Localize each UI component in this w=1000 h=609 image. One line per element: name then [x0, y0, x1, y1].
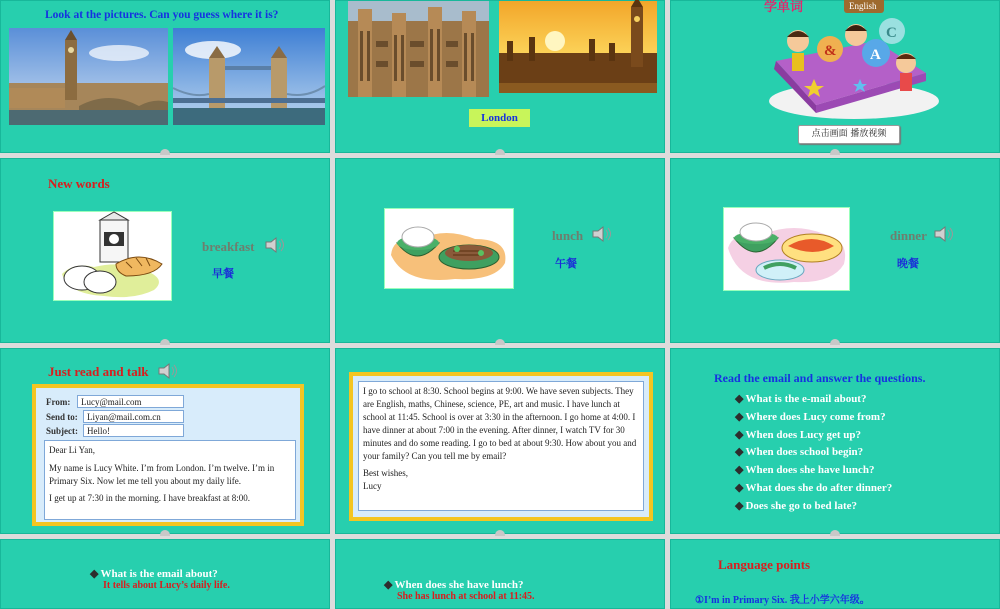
slide-7[interactable]	[0, 348, 330, 534]
question-item: ◆ What does she do after dinner?	[735, 481, 893, 494]
email-paragraph-2: I get up at 7:30 in the morning. I have breakfast at 8:00.	[49, 493, 250, 503]
dinner-picture	[723, 207, 850, 291]
from-label: From:	[46, 397, 71, 407]
sunset-parliament-photo	[499, 1, 657, 93]
email-paragraph-1: My name is Lucy White. I’m from London. I’m twelve. I’m in Primary Six. Now let me tell you about my daily life.	[49, 463, 275, 486]
slide-indicator	[830, 149, 840, 155]
london-answer-label: London	[469, 109, 530, 127]
svg-text:C: C	[886, 25, 897, 41]
slide-indicator	[495, 149, 505, 155]
vocab-word: breakfast	[202, 239, 255, 254]
email-frame	[32, 384, 304, 526]
email-paragraph: I go to school at 8:30. School begins at 9:00. We have seven subjects. They are English, maths, Chinese, science, PE, art and music. I have lunch at school at 11:45. School is over at 3:30 in the afternoon. I go home at 4:00. I have dinner at about 7:00 in the evening. After dinner, I watch TV for 30 minutes and do some reading. I go to bed at about 9:30. How about you and your family? Can you tell me by email?	[363, 386, 637, 461]
email-frame	[349, 372, 653, 521]
subject-label: Subject:	[46, 426, 78, 436]
svg-text:A: A	[870, 47, 881, 63]
cartoon-kids-illustration	[756, 1, 941, 119]
svg-text:&: &	[824, 43, 837, 59]
speaker-icon[interactable]	[264, 236, 286, 254]
slide-indicator	[160, 339, 170, 345]
slide-9-title: Read the email and answer the questions.	[714, 371, 926, 385]
language-point-1: ①I’m in Primary Six. 我上小学六年级。	[695, 595, 870, 606]
email-closing: Best wishes,	[363, 468, 408, 478]
chinese-meaning: 午餐	[555, 257, 577, 270]
slide-6[interactable]	[670, 158, 1000, 343]
breakfast-picture	[53, 211, 172, 301]
subject-field[interactable]: Hello!	[83, 424, 184, 437]
slide-indicator	[830, 339, 840, 345]
to-field[interactable]: Liyan@mail.com.cn	[83, 410, 184, 423]
slide-9[interactable]	[670, 348, 1000, 534]
question-list	[735, 391, 892, 516]
question-item: ◆ When does Lucy get up?	[735, 428, 861, 441]
slide-3[interactable]	[670, 0, 1000, 153]
question-item: ◆ Does she go to bed late?	[735, 499, 857, 512]
diamond-bullet-icon: ◆	[735, 393, 744, 405]
from-field[interactable]: Lucy@mail.com	[77, 395, 184, 408]
slide-12[interactable]	[670, 539, 1000, 609]
vocab-word: dinner	[890, 228, 927, 243]
diamond-bullet-icon: ◆	[735, 481, 744, 494]
parliament-photo	[348, 1, 489, 97]
slide-1[interactable]	[0, 0, 330, 153]
email-body[interactable]	[44, 440, 296, 520]
slide-11[interactable]	[335, 539, 665, 609]
speaker-icon[interactable]	[157, 362, 179, 380]
slide-10[interactable]	[0, 539, 330, 609]
to-label: Send to:	[46, 412, 78, 422]
answer-text: She has lunch at school at 11:45.	[397, 591, 535, 602]
diamond-bullet-icon: ◆	[735, 428, 744, 441]
speaker-icon[interactable]	[933, 225, 955, 243]
slide-1-title: Look at the pictures. Can you guess where it is?	[45, 9, 279, 21]
diamond-bullet-icon: ◆	[735, 410, 744, 423]
question-item: ◆ Where does Lucy come from?	[735, 410, 886, 423]
slide-4[interactable]	[0, 158, 330, 343]
vocab-word: lunch	[552, 228, 584, 243]
logo-title: 学单词	[764, 0, 804, 15]
slide-4-title: New words	[48, 176, 110, 191]
play-video-button[interactable]: 点击画面 播放视频	[798, 125, 900, 144]
slide-indicator	[160, 530, 170, 536]
slide-5[interactable]	[335, 158, 665, 343]
email-greeting: Dear Li Yan,	[49, 445, 95, 455]
answer-text: It tells about Lucy’s daily life.	[103, 580, 230, 591]
question-item: ◆ What is the email about? It tells about Lucy’s daily life.	[90, 568, 230, 591]
diamond-bullet-icon: ◆	[735, 446, 744, 459]
question-item: ◆ When does school begin?	[735, 446, 864, 459]
question-item: ◆ When does she have lunch? She has lunch at school at 11:45.	[384, 579, 535, 602]
email-signature: Lucy	[363, 481, 382, 491]
slide-2[interactable]	[335, 0, 665, 153]
question-item: ◆ When does she have lunch?	[735, 464, 875, 477]
slide-7-title: Just read and talk	[48, 364, 149, 379]
slide-indicator	[495, 339, 505, 345]
email-body[interactable]	[358, 381, 644, 511]
diamond-bullet-icon: ◆	[384, 579, 393, 591]
speaker-icon[interactable]	[591, 225, 613, 243]
lunch-picture	[384, 208, 514, 289]
diamond-bullet-icon: ◆	[735, 464, 744, 477]
slide-indicator	[830, 530, 840, 536]
slide-8[interactable]	[335, 348, 665, 534]
slide-indicator	[495, 530, 505, 536]
slide-12-title: Language points	[718, 557, 811, 572]
big-ben-photo	[9, 28, 168, 125]
chinese-meaning: 早餐	[212, 267, 234, 280]
slide-indicator	[160, 149, 170, 155]
tower-bridge-photo	[173, 28, 325, 125]
chinese-meaning: 晚餐	[897, 257, 919, 270]
question-item: ◆ What is the e-mail about?	[735, 393, 867, 405]
diamond-bullet-icon: ◆	[90, 568, 99, 580]
english-book-label: English	[849, 1, 877, 11]
diamond-bullet-icon: ◆	[735, 499, 744, 512]
